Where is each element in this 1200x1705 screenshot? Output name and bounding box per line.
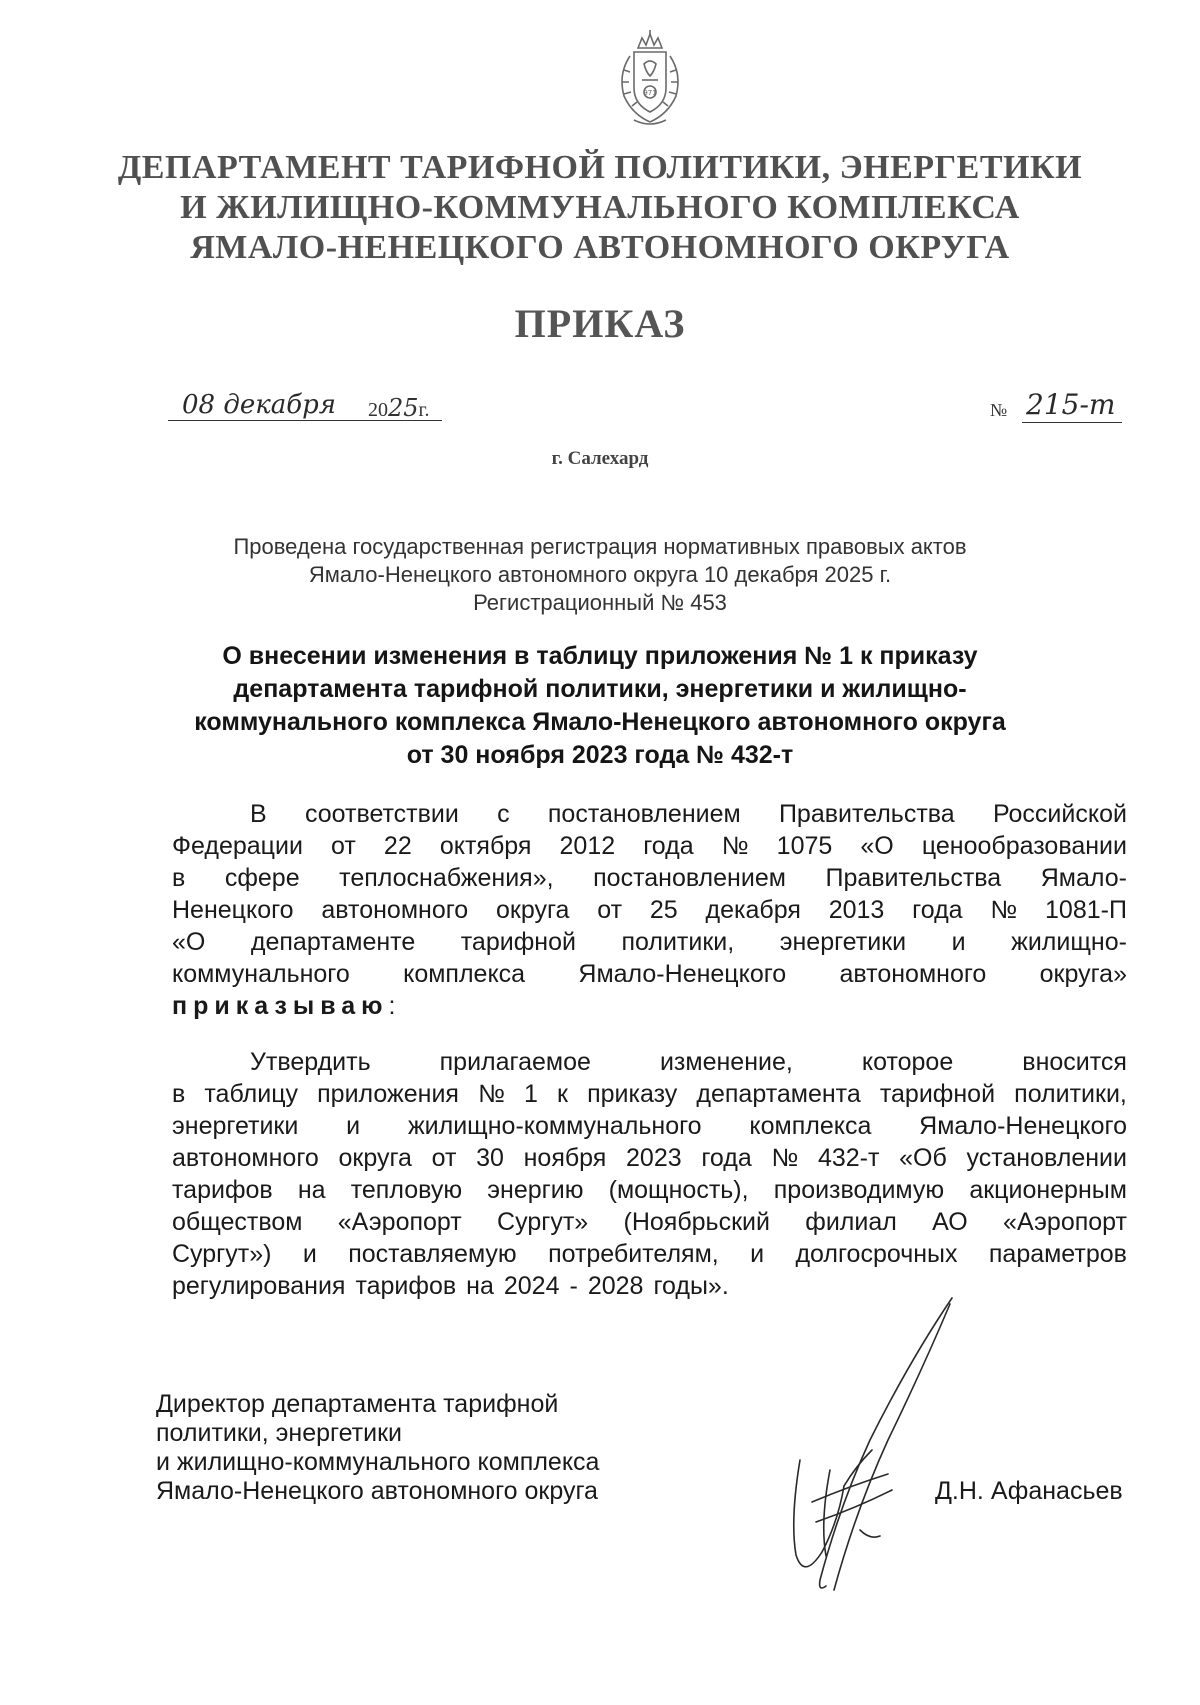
word: приложения [317, 1080, 459, 1108]
word: округа [338, 1144, 412, 1172]
word: акционерным [969, 1176, 1127, 1204]
date-handwritten: 08 декабря [182, 390, 336, 420]
word: на [466, 1272, 494, 1300]
order-date [168, 390, 448, 430]
word: Ямало- [1040, 864, 1127, 892]
word: округа» [1039, 960, 1127, 988]
word: Правительства [778, 800, 955, 828]
word: политики, [621, 928, 735, 956]
word: прилагаемое [439, 1048, 591, 1076]
para2-line [172, 1206, 1127, 1238]
word: декабря [705, 896, 801, 924]
position-line-2: политики, энергетики [156, 1419, 402, 1447]
word: приказу [587, 1080, 678, 1108]
para1-line [172, 958, 1127, 990]
word: автономного [321, 896, 469, 924]
city: г. Салехард [551, 448, 649, 469]
word: 1075 [776, 832, 833, 860]
document-type: ПРИКАЗ [514, 301, 686, 346]
para2-line [172, 1238, 1127, 1270]
word: Ямало-Ненецкого [919, 1112, 1127, 1140]
word: параметров [988, 1240, 1127, 1268]
word: жилищно-коммунального [407, 1112, 702, 1140]
word: комплекса [403, 960, 526, 988]
word: соответствии [304, 800, 459, 828]
word: производимую [773, 1176, 945, 1204]
word: тепловую [350, 1176, 463, 1204]
word: 2024 [503, 1272, 560, 1300]
word: долгосрочных [795, 1240, 958, 1268]
date-suffix: г. [418, 399, 430, 421]
para2-line [172, 1142, 1127, 1174]
word: от [331, 832, 356, 860]
word: к [557, 1080, 568, 1108]
word: и [750, 1240, 765, 1268]
word: поставляемую [348, 1240, 517, 1268]
word: 1081-П [1045, 896, 1127, 924]
word: 1 [524, 1080, 538, 1108]
word: от [431, 1144, 457, 1172]
word: № [721, 832, 749, 860]
word: В [250, 800, 267, 828]
word: политики, [1014, 1080, 1127, 1108]
word: комплекса [749, 1112, 872, 1140]
word: Ненецкого [172, 896, 294, 924]
word: и [951, 928, 966, 956]
word: которое [861, 1048, 954, 1076]
word: ноября [523, 1144, 607, 1172]
word: сфере [224, 864, 300, 892]
word: тарифной [879, 1080, 996, 1108]
word: с [497, 800, 510, 828]
word: от [597, 896, 623, 924]
registration-note [100, 533, 1100, 617]
word: «О [172, 928, 206, 956]
word: 22 [383, 832, 412, 860]
word: Правительства [825, 864, 1002, 892]
word: теплоснабжения», [339, 864, 554, 892]
department-line-2: И ЖИЛИЩНО-КОММУНАЛЬНОГО КОМПЛЕКСА [180, 189, 1020, 226]
registration-line-3: Регистрационный № 453 [473, 590, 727, 615]
para1-line [172, 798, 1127, 830]
order-word-line [172, 990, 1127, 1022]
date-century: 20 [368, 399, 388, 421]
word: октября [439, 832, 532, 860]
title-line-4: от 30 ноября 2023 года № 432-т [406, 741, 794, 769]
word: установлении [966, 1144, 1127, 1172]
signatory-name: Д.Н. Афанасьев [935, 1477, 1123, 1505]
word: энергетики [172, 1112, 299, 1140]
para2-line [172, 1046, 1127, 1078]
coat-of-arms-icon [610, 30, 690, 130]
word: вносится [1022, 1048, 1127, 1076]
position-line-1: Директор департамента тарифной [156, 1390, 559, 1418]
seal-text: 971 [643, 89, 657, 97]
para1-line [172, 830, 1127, 862]
word: тарифов [355, 1272, 457, 1300]
word: «Аэропорт [337, 1208, 462, 1236]
word: автономного [172, 1144, 319, 1172]
word: «Об [899, 1144, 947, 1172]
word: 2023 [626, 1144, 682, 1172]
order-number [990, 388, 1130, 432]
word: филиал [805, 1208, 897, 1236]
word: потребителям, [548, 1240, 719, 1268]
para2-line [172, 1078, 1127, 1110]
word: таблицу [204, 1080, 299, 1108]
word: «Аэропорт [1003, 1208, 1127, 1236]
date-year [368, 394, 430, 422]
word: года [912, 896, 963, 924]
order-word-colon: : [388, 992, 396, 1020]
word: изменение, [659, 1048, 793, 1076]
word: и [346, 1112, 361, 1140]
signatory-position [156, 1390, 599, 1506]
word: Утвердить [250, 1048, 371, 1076]
word: № [771, 1144, 799, 1172]
word: года [643, 832, 694, 860]
word: тарифов [172, 1176, 273, 1204]
word: в [172, 1080, 186, 1108]
word: Российской [992, 800, 1127, 828]
word: департаменте [250, 928, 416, 956]
word: 30 [476, 1144, 504, 1172]
order-word: приказываю [172, 992, 389, 1020]
para1-line [172, 926, 1127, 958]
word: (Ноябрьский [623, 1208, 770, 1236]
position-line-4: Ямало-Ненецкого автономного округа [156, 1477, 598, 1505]
word: энергию [487, 1176, 584, 1204]
word: и [302, 1240, 317, 1268]
word: «О [860, 832, 894, 860]
word: в [172, 864, 186, 892]
para2-line [172, 1110, 1127, 1142]
word: тарифной [460, 928, 576, 956]
word: 2028 [587, 1272, 644, 1300]
para2-line [172, 1270, 1127, 1302]
para1-line [172, 894, 1127, 926]
word: № [990, 896, 1018, 924]
word: года [701, 1144, 752, 1172]
word: автономного [839, 960, 987, 988]
para1-line [172, 862, 1127, 894]
word: (мощность), [608, 1176, 749, 1204]
word: обществом [172, 1208, 303, 1236]
number-underline [1022, 422, 1122, 423]
number-handwritten: 215-т [1026, 388, 1116, 421]
word: Федерации [172, 832, 303, 860]
word: 2013 [828, 896, 885, 924]
word: АО [932, 1208, 968, 1236]
department-line-1: ДЕПАРТАМЕНТ ТАРИФНОЙ ПОЛИТИКИ, ЭНЕРГЕТИКИ [117, 149, 1083, 186]
word: Сургут») [172, 1240, 272, 1268]
word: постановлением [593, 864, 786, 892]
word: 25 [649, 896, 678, 924]
position-line-3: и жилищно-коммунального комплекса [156, 1448, 600, 1476]
word: жилищно- [1011, 928, 1127, 956]
order-title [120, 640, 1080, 772]
word: округа [496, 896, 570, 924]
date-year-handwritten: 25 [388, 394, 419, 422]
word: коммунального [172, 960, 350, 988]
number-label: № [990, 400, 1008, 420]
word: регулирования [172, 1272, 346, 1300]
word: Ямало-Ненецкого [578, 960, 787, 988]
word: 2012 [559, 832, 616, 860]
word: 432-т [817, 1144, 880, 1172]
paragraph-basis [172, 798, 1127, 1022]
title-line-1: О внесении изменения в таблицу приложения № 1 к приказу [222, 642, 978, 670]
word: - [569, 1272, 578, 1300]
title-line-2: департамента тарифной политики, энергетики и жилищно- [233, 675, 967, 703]
registration-line-2: Ямало-Ненецкого автономного округа 10 декабря 2025 г. [308, 562, 892, 587]
word: годы». [653, 1272, 729, 1300]
department-header [100, 148, 1100, 268]
word: № [478, 1080, 505, 1108]
word: на [297, 1176, 326, 1204]
department-line-3: ЯМАЛО-НЕНЕЦКОГО АВТОНОМНОГО ОКРУГА [190, 229, 1010, 266]
word: энергетики [779, 928, 907, 956]
word: департамента [696, 1080, 861, 1108]
word: Сургут» [497, 1208, 589, 1236]
word: ценообразовании [921, 832, 1127, 860]
title-line-3: коммунального комплекса Ямало-Ненецкого автономного округа [194, 708, 1006, 736]
word: постановлением [547, 800, 741, 828]
registration-line-1: Проведена государственная регистрация нормативных правовых актов [233, 534, 967, 559]
para2-line [172, 1174, 1127, 1206]
handwritten-signature [760, 1290, 960, 1610]
paragraph-decision [172, 1046, 1127, 1302]
